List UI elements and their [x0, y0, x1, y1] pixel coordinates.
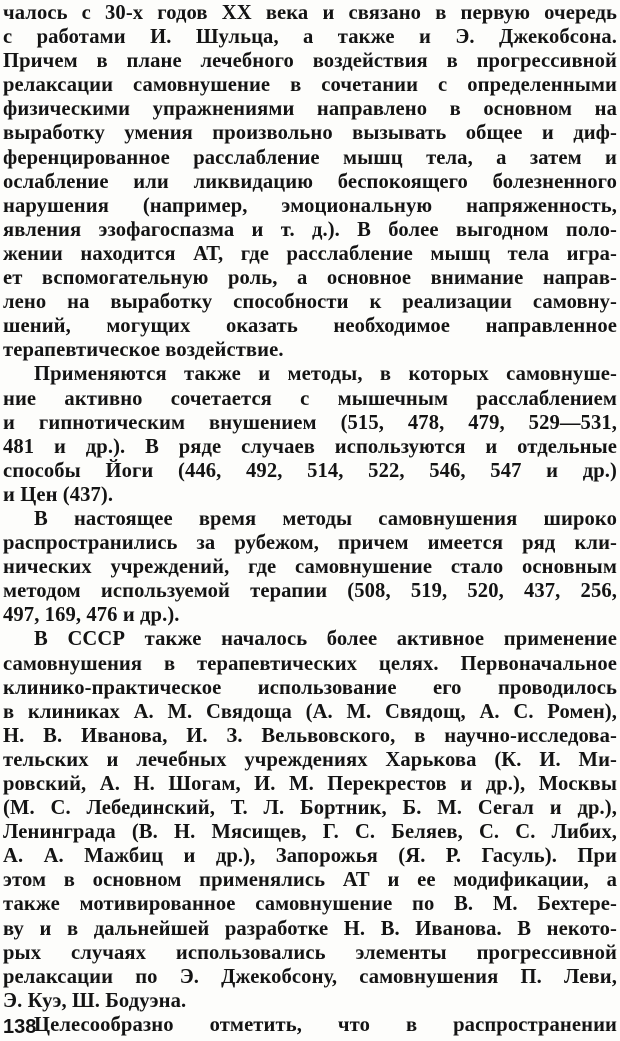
text-line: ференцированное расслабление мышц тела, а затем и: [3, 146, 617, 169]
text-line: Целесообразно отметить, что в распространении: [34, 1013, 617, 1036]
text-line: и гипнотическим внушением (515, 478, 479, 529—531,: [3, 411, 617, 434]
text-line: Причем в плане лечебного воздействия в прогрессивной: [3, 50, 617, 73]
text-line: самовнушения в терапевтических целях. Первоначальное: [3, 652, 617, 675]
text-line: лено на выработку способности к реализации самовну-: [3, 291, 617, 314]
text-line: тельских и лечебных учреждениях Харькова (К. И. Ми-: [3, 748, 617, 771]
text-line: и Цен (437).: [3, 483, 114, 506]
text-line: Применяются также и методы, в которых самовнуше-: [34, 363, 617, 386]
text-line: методом используемой терапии (508, 519, 520, 437, 256,: [3, 580, 617, 603]
text-line: релаксации по Э. Джекобсону, самовнушения П. Леви,: [3, 965, 617, 988]
text-line: Н. В. Иванова, И. З. Вельвовского, в научно-исследова-: [3, 724, 617, 747]
text-line: способы Йоги (446, 492, 514, 522, 546, 547 и др.): [3, 459, 617, 482]
text-line: 481 и др.). В ряде случаев используются и отдельные: [3, 435, 617, 458]
text-line: ние активно сочетается с мышечным расслаблением: [3, 387, 617, 410]
text-line: с работами И. Шульца, а также и Э. Джекобсона.: [3, 26, 617, 49]
text-line: В СССР также началось более активное применение: [34, 628, 617, 651]
text-line: чалось с 30-х годов XX века и связано в первую очередь: [3, 2, 617, 24]
text-line: А. А. Мажбиц и др.), Запорожья (Я. Р. Гасуль). При: [3, 845, 617, 868]
text-line: (М. С. Лебединский, Т. Л. Бортник, Б. М. Сегал и др.),: [3, 797, 617, 820]
text-line: этом в основном применялись АТ и ее модификации, а: [3, 869, 617, 892]
text-line: ву и в дальнейшей разработке Н. В. Иванова. В некото-: [3, 917, 617, 940]
text-line: ет вспомогательную роль, а основное внимание направ-: [3, 267, 617, 290]
text-line: рых случаях использовались элементы прогрессивной: [3, 941, 617, 964]
text-line: распространились за рубежом, причем имеется ряд кли-: [3, 532, 617, 555]
body-text: [3, 1, 617, 1037]
text-line: в клиниках А. М. Свядоща (А. М. Свядощ, А. С. Ромен),: [3, 700, 617, 723]
text-line: Ленинграда (В. Н. Мясищев, Г. С. Беляев, С. С. Либих,: [3, 821, 617, 844]
text-line: терапевтическое воздействие.: [3, 339, 284, 362]
text-line: жении находится АТ, где расслабление мышц тела игра-: [3, 242, 617, 265]
text-line: В настоящее время методы самовнушения широко: [34, 507, 617, 530]
text-line: релаксации самовнушение в сочетании с определенными: [3, 74, 617, 97]
text-line: ровский, А. Н. Шогам, И. М. Перекрестов и др.), Москвы: [3, 773, 617, 795]
text-line: клинико-практическое использование его проводилось: [3, 676, 617, 699]
text-line: шений, могущих оказать необходимое направленное: [3, 315, 617, 338]
page-number: 138: [3, 1016, 37, 1038]
text-line: выработку умения произвольно вызывать общее и диф-: [3, 122, 617, 145]
text-line: 497, 169, 476 и др.).: [3, 604, 180, 627]
text-line: Э. Куэ, Ш. Бодуэна.: [3, 989, 187, 1012]
text-line: физическими упражнениями направлено в основном на: [3, 98, 617, 121]
text-line: также мотивированное самовнушение по В. М. Бехтере-: [3, 893, 617, 916]
text-line: ослабление или ликвидацию беспокоящего болезненного: [3, 170, 617, 193]
text-line: нических учреждений, где самовнушение стало основным: [3, 556, 617, 579]
text-line: явления эзофагоспазма и т. д.). В более выгодном поло-: [3, 218, 617, 241]
text-line: нарушения (например, эмоциональную напряженность,: [3, 194, 617, 217]
